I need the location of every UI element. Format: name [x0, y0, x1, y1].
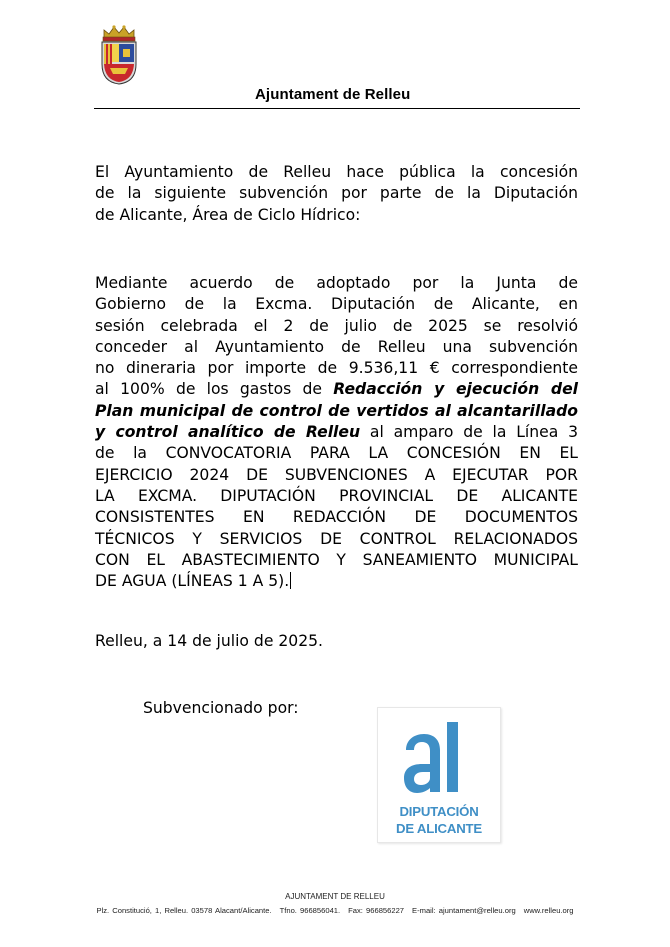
footer-email: E-mail: ajuntament@relleu.org	[412, 906, 516, 915]
intro-line: de Alicante, Área de Ciclo Hídrico:	[95, 205, 361, 224]
coat-of-arms-icon	[98, 24, 140, 86]
logo-text: DE ALICANTE	[396, 821, 482, 836]
footer-address: Plz. Constitució, 1, Relleu. 03578 Alacant/Alicante.	[96, 906, 272, 915]
body-line: conceder al Ayuntamiento de Relleu una subvención	[95, 337, 578, 356]
body-line: LA EXCMA. DIPUTACIÓN PROVINCIAL DE ALICANTE	[95, 486, 578, 505]
footer-contact	[0, 906, 670, 915]
subsidized-by-label: Subvencionado por:	[143, 699, 299, 717]
body-line	[95, 422, 578, 443]
body-text: al 100% de los gastos de	[95, 380, 334, 399]
footer-org: AJUNTAMENT DE RELLEU	[285, 892, 385, 901]
text-cursor	[290, 572, 291, 589]
body-line: Mediante acuerdo de adoptado por la Junta de	[95, 274, 578, 292]
body-line: de la CONVOCATORIA PARA LA CONCESIÓN EN EL	[95, 444, 578, 463]
logo-text: DIPUTACIÓN	[399, 804, 479, 819]
diputacion-alicante-logo-icon	[400, 720, 478, 794]
body-line: CON EL ABASTECIMIENTO Y SANEAMIENTO MUNICIPAL	[95, 550, 578, 569]
header-title: Ajuntament de Relleu	[255, 86, 411, 103]
body-text: DE AGUA (LÍNEAS 1 A 5).	[95, 572, 290, 591]
intro-line: de la siguiente subvención por parte de la Diputación	[95, 184, 578, 203]
body-line	[95, 379, 578, 400]
project-title: Redacción y ejecución del	[333, 380, 578, 399]
header-divider	[94, 108, 580, 109]
intro-paragraph	[95, 162, 578, 226]
body-line	[95, 571, 578, 592]
body-paragraph	[95, 273, 578, 592]
diputacion-logo	[377, 707, 501, 843]
footer-fax: Fax: 966856227	[348, 906, 405, 915]
body-line: EJERCICIO 2024 DE SUBVENCIONES A EJECUTAR POR	[95, 465, 578, 484]
body-text: al amparo de la Línea 3	[360, 423, 578, 442]
footer-phone: Tfno. 966856041.	[279, 906, 341, 915]
body-line: TÉCNICOS Y SERVICIOS DE CONTROL RELACIONADOS	[95, 529, 578, 548]
body-line: CONSISTENTES EN REDACCIÓN DE DOCUMENTOS	[95, 508, 578, 527]
body-line: sesión celebrada el 2 de julio de 2025 se resolvió	[95, 316, 578, 335]
body-line: no dineraria por importe de 9.536,11 € correspondiente	[95, 359, 578, 378]
body-line: Gobierno de la Excma. Diputación de Alicante, en	[95, 295, 578, 314]
intro-line: El Ayuntamiento de Relleu hace pública la concesión	[95, 163, 578, 181]
footer-web: www.relleu.org	[523, 906, 574, 915]
project-title: Plan municipal de control de vertidos al alcantarillado	[95, 401, 578, 420]
body-line	[95, 401, 578, 422]
project-title: y control analítico de Relleu	[95, 423, 361, 442]
date-line: Relleu, a 14 de julio de 2025.	[95, 632, 324, 650]
